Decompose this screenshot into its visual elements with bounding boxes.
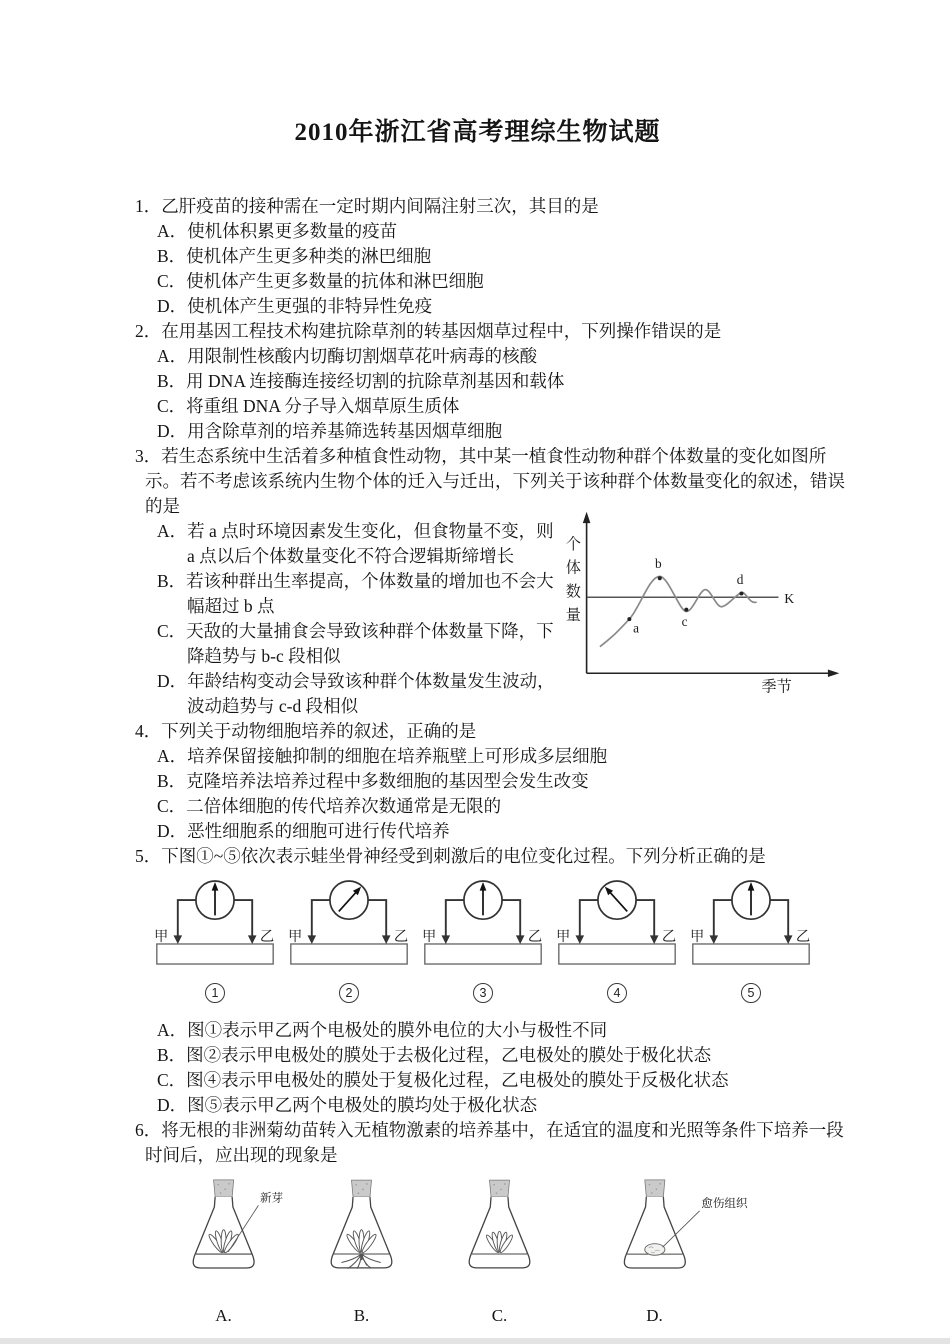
population-curve bbox=[600, 576, 757, 646]
electrode-label-right: 乙 bbox=[259, 929, 275, 946]
question-6-stem: 6．将无根的非洲菊幼苗转入无植物激素的培养基中，在适宜的温度和光照等条件下培养一段时间后，应出现的现象是 bbox=[135, 1120, 844, 1165]
y-axis-label-char: 数 bbox=[565, 583, 581, 601]
flask-d-label: D. bbox=[646, 1306, 663, 1325]
question-1-option-a: A．使机体积累更多数量的疫苗 bbox=[157, 221, 398, 241]
new-shoot-annotation: 新芽 bbox=[259, 1191, 284, 1205]
page-title: 2010年浙江省高考理综生物试题 bbox=[294, 119, 661, 146]
question-5-option-d: D．图⑤表示甲乙两个电极处的膜均处于极化状态 bbox=[157, 1095, 538, 1115]
x-axis-arrow bbox=[828, 669, 839, 677]
population-graph-figure bbox=[560, 507, 845, 719]
nerve-bar bbox=[291, 944, 407, 964]
population-dynamics-chart bbox=[560, 507, 845, 697]
galvanometer-2-figure bbox=[287, 877, 411, 969]
point-d-label: d bbox=[736, 571, 744, 587]
galvanometer-diagram-row bbox=[153, 877, 850, 1004]
point-a-dot bbox=[627, 617, 631, 621]
question-1-option-c: C．使机体产生更多数量的抗体和淋巴细胞 bbox=[157, 271, 484, 291]
question-5-option-a: A．图①表示甲乙两个电极处的膜外电位的大小与极性不同 bbox=[157, 1020, 608, 1040]
question-2-option-a: A．用限制性核酸内切酶切割烟草花叶病毒的核酸 bbox=[157, 346, 538, 366]
y-axis-label-char: 量 bbox=[565, 607, 581, 625]
left-electrode-arrow bbox=[174, 935, 183, 944]
callus-annotation: 愈伤组织 bbox=[701, 1196, 748, 1210]
y-axis-label-char: 个 bbox=[565, 535, 581, 553]
point-c-label: c bbox=[681, 613, 688, 629]
right-electrode-arrow bbox=[516, 935, 525, 944]
flask-d-callus bbox=[616, 1176, 771, 1292]
question-2-option-c: C．将重组 DNA 分子导入烟草原生质体 bbox=[157, 396, 460, 416]
question-5-stem: 5．下图①~⑤依次表示蛙坐骨神经受到刺激后的电位变化过程。下列分析正确的是 bbox=[135, 846, 766, 866]
galvanometer-diagram-4 bbox=[555, 877, 679, 1004]
question-1-stem: 1．乙肝疫苗的接种需在一定时期内间隔注射三次，其目的是 bbox=[135, 196, 599, 216]
stopper bbox=[645, 1180, 665, 1197]
question-5-option-c: C．图④表示甲电极处的膜处于复极化过程，乙电极处的膜处于反极化状态 bbox=[157, 1070, 729, 1090]
circled-number-3: 3 bbox=[473, 983, 493, 1003]
callus-blob bbox=[645, 1244, 665, 1256]
flask-a-label: A. bbox=[215, 1306, 232, 1325]
y-axis-label-char: 体 bbox=[565, 559, 581, 577]
galvanometer-diagram-3 bbox=[421, 877, 545, 1004]
question-3-option-b: B．若该种群出生率提高，个体数量的增加也不会大幅超过 b 点 bbox=[157, 571, 554, 616]
flask-b-shoot-and-roots bbox=[323, 1176, 400, 1292]
k-label: K bbox=[784, 590, 795, 606]
electrode-label-right: 乙 bbox=[527, 929, 543, 946]
left-electrode-arrow bbox=[710, 935, 719, 944]
question-3-option-c: C．天敌的大量捕食会导致该种群个体数量下降，下降趋势与 b-c 段相似 bbox=[157, 621, 554, 666]
question-1 bbox=[135, 194, 850, 319]
question-3-option-a: A．若 a 点时环境因素发生变化，但食物量不变，则 a 点以后个体数量变化不符合逻辑斯缔增长 bbox=[157, 521, 554, 566]
y-axis-arrow bbox=[583, 512, 591, 523]
question-4-option-a: A．培养保留接触抑制的细胞在培养瓶壁上可形成多层细胞 bbox=[157, 746, 608, 766]
electrode-label-right: 乙 bbox=[661, 929, 677, 946]
question-2-option-d: D．用含除草剂的培养基筛选转基因烟草细胞 bbox=[157, 421, 503, 441]
nerve-bar bbox=[157, 944, 273, 964]
point-b-dot bbox=[658, 576, 662, 580]
question-4 bbox=[135, 719, 850, 844]
circled-number-5: 5 bbox=[741, 983, 761, 1003]
galvanometer-diagram-1 bbox=[153, 877, 277, 1004]
electrode-label-left: 甲 bbox=[689, 929, 705, 946]
flask-c-figure bbox=[461, 1176, 538, 1328]
galvanometer-5-figure bbox=[689, 877, 813, 969]
stopper bbox=[214, 1180, 234, 1197]
electrode-label-left: 甲 bbox=[287, 929, 303, 946]
circled-number-4: 4 bbox=[607, 983, 627, 1003]
point-a-label: a bbox=[633, 620, 640, 636]
electrode-label-right: 乙 bbox=[795, 929, 811, 946]
question-1-option-b: B．使机体产生更多种类的淋巴细胞 bbox=[157, 246, 432, 266]
flask-c-shoot-only bbox=[461, 1176, 538, 1292]
galvanometer-diagram-5 bbox=[689, 877, 813, 1004]
flask-body bbox=[624, 1197, 685, 1268]
circled-number-2: 2 bbox=[339, 983, 359, 1003]
question-4-option-d: D．恶性细胞系的细胞可进行传代培养 bbox=[157, 821, 450, 841]
flask-diagram-row bbox=[185, 1176, 850, 1328]
question-2-stem: 2．在用基因工程技术构建抗除草剂的转基因烟草过程中，下列操作错误的是 bbox=[135, 321, 722, 341]
flask-c-label: C. bbox=[491, 1306, 508, 1325]
galvanometer-3-figure bbox=[421, 877, 545, 969]
circled-number-1: 1 bbox=[205, 983, 225, 1003]
question-6 bbox=[135, 1118, 850, 1328]
electrode-label-left: 甲 bbox=[555, 929, 571, 946]
right-electrode-arrow bbox=[382, 935, 391, 944]
question-4-option-c: C．二倍体细胞的传代培养次数通常是无限的 bbox=[157, 796, 502, 816]
flask-a-figure bbox=[185, 1176, 287, 1328]
right-electrode-arrow bbox=[248, 935, 257, 944]
right-electrode-arrow bbox=[784, 935, 793, 944]
question-5-options bbox=[135, 1018, 850, 1118]
point-d-dot bbox=[739, 591, 743, 595]
flask-b-figure bbox=[323, 1176, 400, 1328]
question-3-stem: 3．若生态系统中生活着多种植食性动物，其中某一植食性动物种群个体数量的变化如图所示。若不考虑该系统内生物个体的迁入与迁出，下列关于该种群个体数量变化的叙述，错误的是 bbox=[135, 446, 845, 516]
flask-a-new-shoot bbox=[185, 1176, 287, 1292]
nerve-bar bbox=[693, 944, 809, 964]
x-axis-label: 季节 bbox=[761, 678, 792, 696]
question-3-options bbox=[135, 519, 560, 719]
right-electrode-arrow bbox=[650, 935, 659, 944]
galvanometer-1-figure bbox=[153, 877, 277, 969]
electrode-label-left: 甲 bbox=[153, 929, 169, 946]
question-3-option-d: D．年龄结构变动会导致该种群个体数量发生波动，波动趋势与 c-d 段相似 bbox=[157, 671, 555, 716]
question-1-option-d: D．使机体产生更强的非特异性免疫 bbox=[157, 296, 433, 316]
left-electrode-arrow bbox=[576, 935, 585, 944]
electrode-label-left: 甲 bbox=[421, 929, 437, 946]
stopper bbox=[351, 1180, 371, 1197]
question-4-option-b: B．克隆培养法培养过程中多数细胞的基因型会发生改变 bbox=[157, 771, 589, 791]
flask-d-figure bbox=[616, 1176, 771, 1328]
flask-b-label: B. bbox=[353, 1306, 370, 1325]
electrode-label-right: 乙 bbox=[393, 929, 409, 946]
galvanometer-4-figure bbox=[555, 877, 679, 969]
stopper bbox=[489, 1180, 509, 1197]
point-b-label: b bbox=[655, 555, 662, 571]
galvanometer-diagram-2 bbox=[287, 877, 411, 1004]
left-electrode-arrow bbox=[442, 935, 451, 944]
question-3 bbox=[135, 444, 850, 719]
question-2 bbox=[135, 319, 850, 444]
scan-edge-artifact bbox=[0, 1338, 950, 1344]
left-electrode-arrow bbox=[308, 935, 317, 944]
nerve-bar bbox=[559, 944, 675, 964]
point-c-dot bbox=[684, 608, 688, 612]
nerve-bar bbox=[425, 944, 541, 964]
question-5 bbox=[135, 844, 850, 1118]
question-2-option-b: B．用 DNA 连接酶连接经切割的抗除草剂基因和载体 bbox=[157, 371, 565, 391]
question-4-stem: 4．下列关于动物细胞培养的叙述，正确的是 bbox=[135, 721, 477, 741]
question-5-option-b: B．图②表示甲电极处的膜处于去极化过程，乙电极处的膜处于极化状态 bbox=[157, 1045, 712, 1065]
